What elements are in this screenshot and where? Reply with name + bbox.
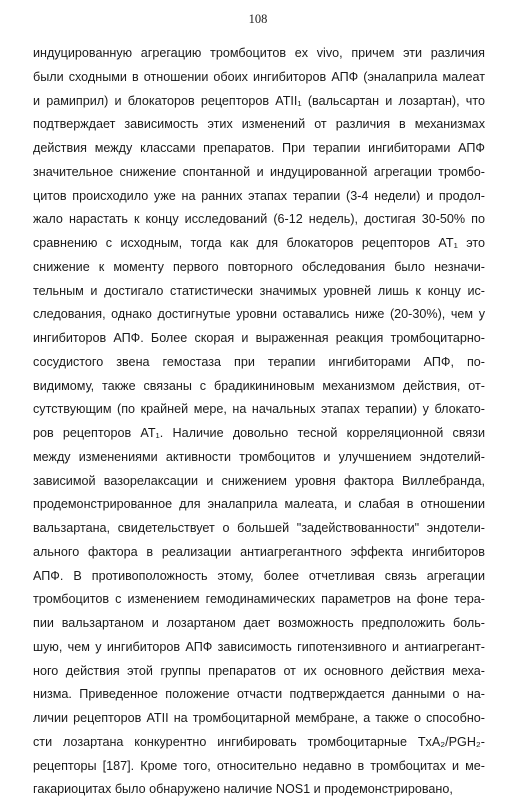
text-line: индуцированную агрегацию тромбоцитов ex vivo, причем эти различия — [33, 46, 485, 60]
text-line: значительное снижение спонтанной и индуцированной агрегации тромбо- — [33, 164, 485, 179]
text-line: следования, однако достигнутые уровни оставались ниже (20-30%), чем у — [33, 307, 485, 322]
text-line: продемонстрированное для эналаприла малеата, и слабая в отношении — [33, 497, 485, 512]
text-line: сутствующим (по крайней мере, на начальных этапах терапии) у блокато- — [33, 402, 485, 417]
text-line: шую, чем у ингибиторов АПФ зависимость гипотензивного и антиагрегант- — [33, 639, 485, 654]
text-line: были сходными в отношении обоих ингибиторов АПФ (эналаприла малеат — [33, 69, 485, 84]
text-line: сти лозартана конкурентно ингибировать тромбоцитарные TxA₂/PGH₂- — [33, 734, 485, 749]
text-line: тромбоцитов с изменением гемодинамических параметров на фоне тера- — [33, 592, 485, 607]
text-line: между изменениями активности тромбоцитов и улучшением эндотелий- — [33, 449, 485, 464]
text-line: зависимой вазорелаксации и снижением уровня фактора Виллебранда, — [33, 473, 485, 488]
body-text — [33, 42, 485, 802]
text-line: рецепторы [187]. Кроме того, относительно недавно в тромбоцитах и ме- — [33, 758, 485, 773]
text-line: гакариоцитах было обнаружено наличие NOS1 и продемонстрировано, — [33, 782, 453, 797]
page-number: 108 — [248, 12, 268, 26]
text-line: жало нарастать к концу исследований (6-12 недель), достигая 30-50% по — [33, 212, 485, 227]
text-line: сравнению с исходным, тогда как для блокаторов рецепторов AT₁ это — [33, 236, 485, 250]
text-line: снижение к моменту первого повторного обследования было незначи- — [33, 259, 485, 274]
text-line: вальзартана, свидетельствует о большей "задействованности" эндотели- — [33, 521, 485, 535]
text-line: ров рецепторов AT₁. Наличие довольно тесной корреляционной связи — [33, 426, 485, 440]
text-line: АПФ. В противоположность этому, более отчетливая связь агрегации — [33, 568, 485, 583]
text-line: пии вальзартаном и лозартаном дает возможность предположить боль- — [33, 616, 485, 630]
text-line: ного действия этой группы препаратов от их основного действия меха- — [33, 663, 485, 678]
text-line: ингибиторов АПФ. Более скорая и выраженная реакция тромбоцитарно- — [33, 331, 485, 345]
text-line: низма. Приведенное положение отчасти подтверждается данными о на- — [33, 687, 485, 702]
text-line: личии рецепторов ATII на тромбоцитарной мембране, а также о способно- — [33, 711, 485, 725]
text-line: тельным и достигало статистически значимых уровней лишь к концу ис- — [33, 283, 485, 298]
text-line: сосудистого звена гемостаза при терапии ингибиторами АПФ, по- — [33, 354, 485, 369]
text-line: действия между классами препаратов. При терапии ингибиторами АПФ — [33, 141, 485, 155]
text-line: цитов происходило уже на ранних этапах терапии (3-4 недели) и продол- — [33, 188, 485, 203]
text-line: подтверждает зависимость этих изменений от различия в механизмах — [33, 117, 485, 132]
text-line: видимому, также связаны с брадикининовым механизмом действия, от- — [33, 378, 485, 393]
text-line: ального фактора в реализации антиагрегантного эффекта ингибиторов — [33, 544, 485, 559]
text-line: и рамиприл) и блокаторов рецепторов ATII₁ (вальсартан и лозартан), что — [33, 93, 485, 108]
